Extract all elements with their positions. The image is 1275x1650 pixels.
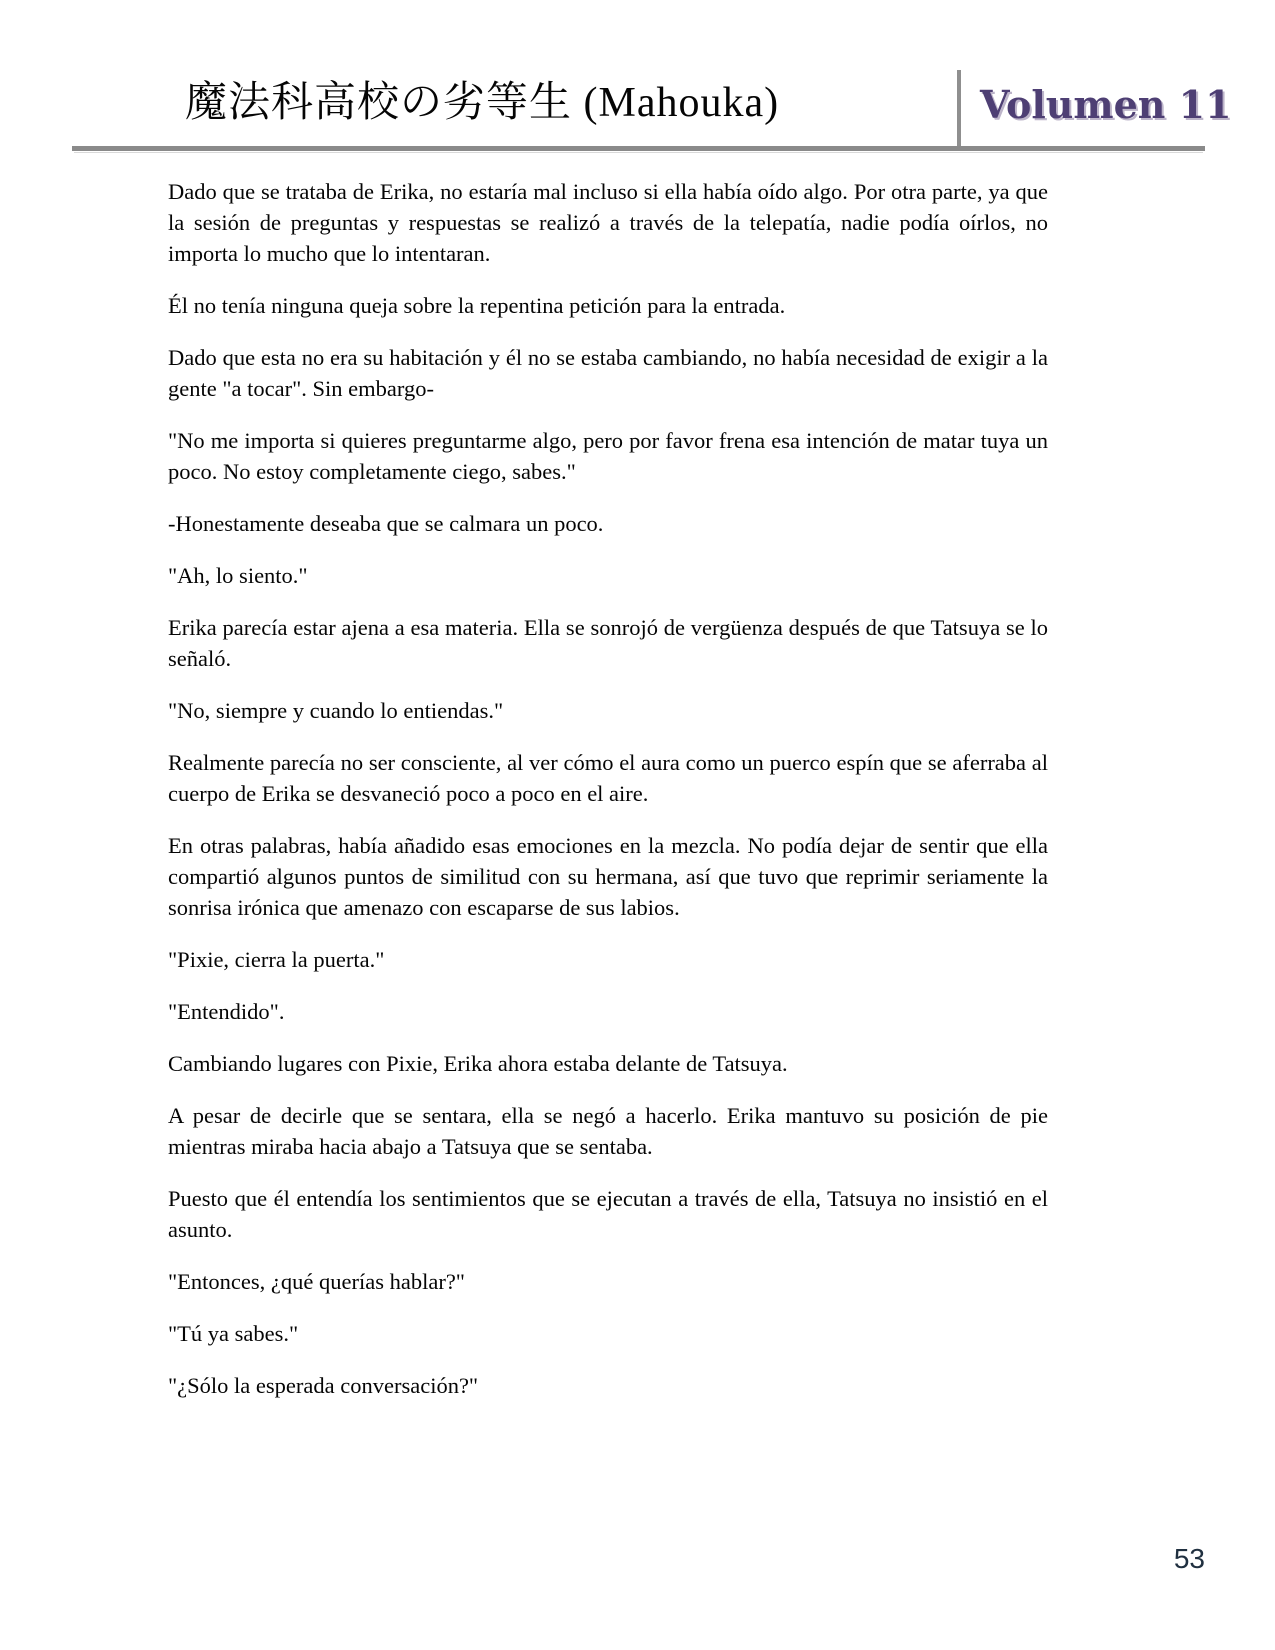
paragraph: Dado que se trataba de Erika, no estaría mal incluso si ella había oído algo. Por otra parte, ya que la sesión de preguntas y respuestas se realizó a través de la telepatía, nadie podía oírlos, no importa lo mucho que lo intentaran. [168,179,1048,266]
paragraph: "Entendido". [168,999,285,1024]
page-number: 53 [1173,1543,1205,1574]
paragraph: -Honestamente deseaba que se calmara un poco. [168,511,604,536]
paragraph: "Tú ya sabes." [168,1321,299,1346]
paragraph: Dado que esta no era su habitación y él no se estaba cambiando, no había necesidad de exigir a la gente "a tocar". Sin embargo- [168,345,1048,401]
body-text [168,176,1048,1422]
paragraph: Él no tenía ninguna queja sobre la repentina petición para la entrada. [168,293,786,318]
volume-label: Volumen 11 [980,82,1232,127]
paragraph: A pesar de decirle que se sentara, ella se negó a hacerlo. Erika mantuvo su posición de pie mientras miraba hacia abajo a Tatsuya que se sentaba. [168,1103,1048,1159]
paragraph: Realmente parecía no ser consciente, al ver cómo el aura como un puerco espín que se aferraba al cuerpo de Erika se desvaneció poco a poco en el aire. [168,750,1048,806]
paragraph: Erika parecía estar ajena a esa materia. Ella se sonrojó de vergüenza después de que Tatsuya se lo señaló. [168,615,1048,671]
paragraph: "No me importa si quieres preguntarme algo, pero por favor frena esa intención de matar tuya un poco. No estoy completamente ciego, sabes." [168,428,1048,484]
paragraph: "¿Sólo la esperada conversación?" [168,1373,479,1398]
paragraph: En otras palabras, había añadido esas emociones en la mezcla. No podía dejar de sentir que ella compartió algunos puntos de similitud con su hermana, así que tuvo que reprimir seriamente la sonrisa irónica que amenazo con escaparse de sus labios. [168,833,1048,920]
header-vertical-divider [957,70,961,148]
paragraph: "Pixie, cierra la puerta." [168,947,385,972]
paragraph: "No, siempre y cuando lo entiendas." [168,698,504,723]
paragraph: Cambiando lugares con Pixie, Erika ahora estaba delante de Tatsuya. [168,1051,788,1076]
paragraph: "Ah, lo siento." [168,563,308,588]
header-rule [72,146,1205,151]
page-title: 魔法科高校の劣等生 (Mahouka) [185,80,780,126]
paragraph: "Entonces, ¿qué querías hablar?" [168,1269,465,1294]
paragraph: Puesto que él entendía los sentimientos que se ejecutan a través de ella, Tatsuya no insistió en el asunto. [168,1186,1048,1242]
